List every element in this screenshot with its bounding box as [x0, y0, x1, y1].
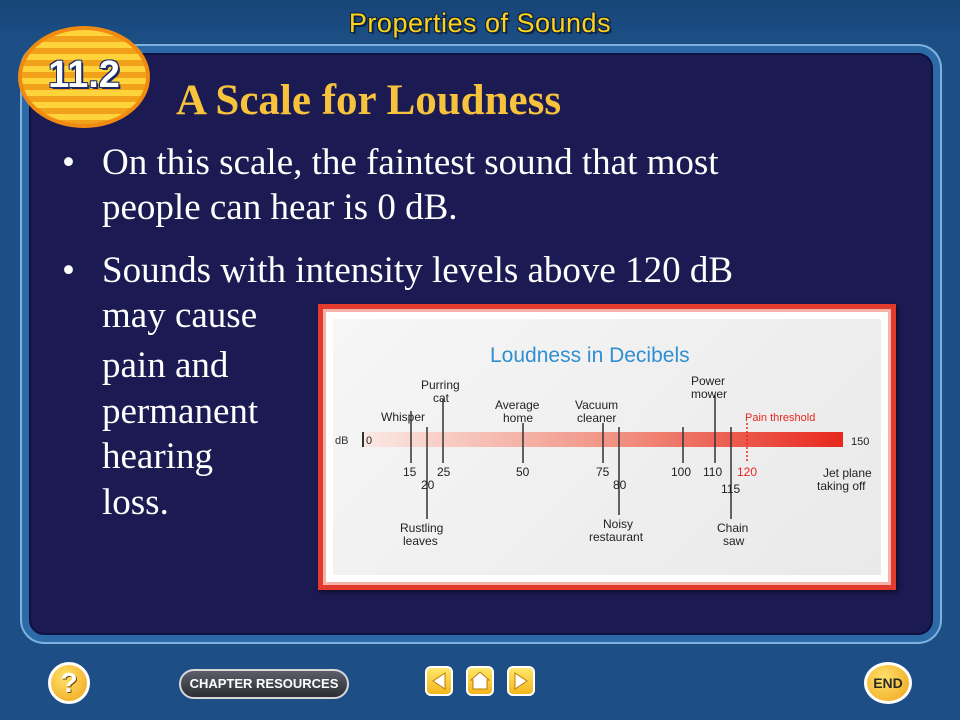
- decibel-scale-diagram: [333, 319, 881, 575]
- help-button[interactable]: ?: [48, 662, 90, 704]
- label-power-mower-2: mower: [691, 387, 728, 401]
- slide-title: A Scale for Loudness: [176, 77, 562, 124]
- loudness-figure: [318, 304, 896, 590]
- figure-title: Loudness in Decibels: [490, 344, 690, 367]
- axis-unit: dB: [335, 435, 349, 447]
- bullet-2-line-5: hearing: [102, 436, 213, 477]
- bullet-1-line-1: On this scale, the faintest sound that most: [102, 142, 719, 183]
- section-number: 11.2: [48, 54, 120, 96]
- tick-label-0: 0: [366, 435, 373, 447]
- bullet-dot: •: [62, 142, 75, 183]
- label-jet-2: taking off: [817, 479, 866, 493]
- triangle-right-icon: [509, 668, 533, 694]
- bullet-1-line-2: people can hear is 0 dB.: [102, 187, 458, 228]
- label-chainsaw-2: saw: [723, 534, 745, 548]
- tick-label-15: 15: [403, 465, 417, 479]
- section-number-badge: [18, 26, 150, 128]
- next-button[interactable]: [507, 666, 535, 696]
- tick-label-80: 80: [613, 478, 627, 492]
- label-purring-cat-2: cat: [433, 391, 450, 405]
- label-vacuum-2: cleaner: [577, 411, 617, 425]
- home-button[interactable]: [466, 666, 494, 696]
- bullet-dot: •: [62, 250, 75, 291]
- label-vacuum-1: Vacuum: [575, 398, 619, 412]
- label-average-home-2: home: [503, 411, 534, 425]
- tick-label-25: 25: [437, 465, 451, 479]
- label-chainsaw-1: Chain: [717, 521, 749, 535]
- tick-label-150: 150: [851, 436, 870, 448]
- triangle-left-icon: [427, 668, 451, 694]
- label-whisper: Whisper: [381, 410, 426, 424]
- label-restaurant-2: restaurant: [589, 530, 644, 544]
- bullet-2-line-2: may cause: [102, 295, 258, 336]
- label-restaurant-1: Noisy: [603, 517, 634, 531]
- label-purring-cat-1: Purring: [421, 378, 460, 392]
- bullet-2-line-4: permanent: [102, 391, 259, 432]
- tick-label-110: 110: [703, 465, 723, 479]
- tick-label-50: 50: [516, 465, 530, 479]
- chapter-resources-button[interactable]: CHAPTER RESOURCES: [179, 669, 349, 699]
- tick-label-115: 115: [721, 482, 741, 496]
- label-rustling-1: Rustling: [400, 521, 444, 535]
- label-jet-1: Jet plane: [823, 466, 872, 480]
- house-icon: [468, 668, 492, 694]
- bullet-2-line-3: pain and: [102, 345, 229, 386]
- label-rustling-2: leaves: [403, 534, 438, 548]
- tick-label-20: 20: [421, 478, 435, 492]
- label-average-home-1: Average: [495, 398, 540, 412]
- label-pain-threshold: Pain threshold: [745, 412, 816, 424]
- tick-label-100: 100: [671, 465, 692, 479]
- tick-label-75: 75: [596, 465, 610, 479]
- label-power-mower-1: Power: [691, 374, 726, 388]
- end-button[interactable]: END: [864, 662, 912, 704]
- bullet-2-line-6: loss.: [102, 482, 169, 523]
- bullet-2-line-1: Sounds with intensity levels above 120 dB: [102, 250, 734, 291]
- previous-button[interactable]: [425, 666, 453, 696]
- tick-label-120: 120: [737, 465, 758, 479]
- section-title: Properties of Sounds: [348, 8, 612, 38]
- figure-background: [333, 319, 881, 575]
